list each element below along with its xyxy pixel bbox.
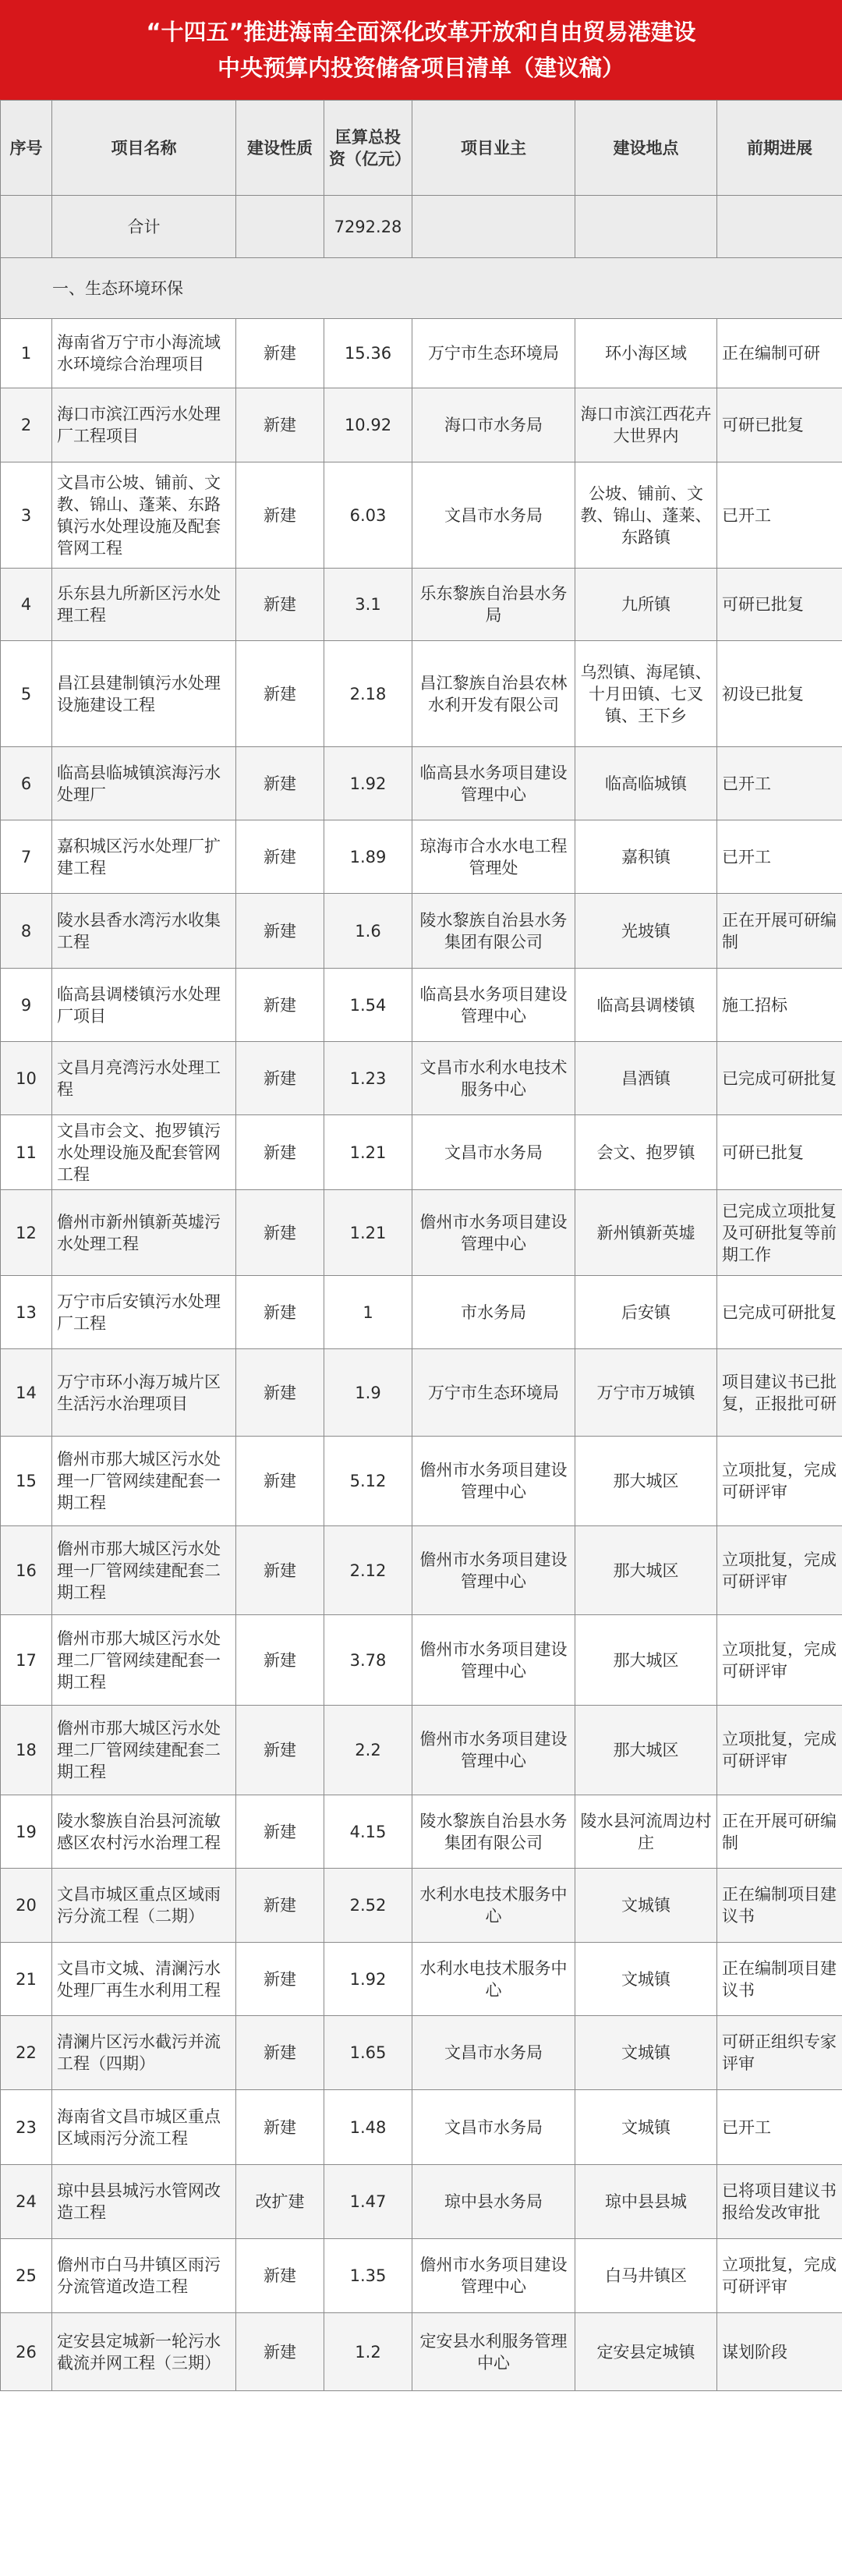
project-name: 陵水黎族自治县河流敏感区农村污水治理工程 [52,1795,236,1869]
preliminary-progress: 施工招标 [717,969,842,1042]
total-investment: 1.6 [324,894,412,969]
row-index: 12 [1,1190,52,1276]
total-investment: 3.78 [324,1615,412,1706]
preliminary-progress: 已完成可研批复 [717,1042,842,1115]
preliminary-progress: 已开工 [717,747,842,820]
construction-nature: 新建 [236,820,324,894]
preliminary-progress: 谋划阶段 [717,2313,842,2391]
total-investment: 1.48 [324,2090,412,2165]
construction-location: 临高临城镇 [575,747,717,820]
project-owner: 水利水电技术服务中心 [412,1869,575,1943]
row-index: 24 [1,2165,52,2239]
construction-nature: 新建 [236,1795,324,1869]
preliminary-progress: 立项批复，完成可研评审 [717,1615,842,1706]
row-index: 16 [1,1526,52,1615]
project-owner: 文昌市水务局 [412,1115,575,1190]
total-investment: 5.12 [324,1437,412,1526]
project-owner: 陵水黎族自治县水务集团有限公司 [412,1795,575,1869]
construction-nature: 新建 [236,1615,324,1706]
table-row [1,2090,842,2165]
preliminary-progress: 已完成可研批复 [717,1276,842,1349]
row-index: 5 [1,641,52,747]
project-owner: 儋州市水务项目建设管理中心 [412,1437,575,1526]
project-owner: 文昌市水务局 [412,2090,575,2165]
construction-location: 文城镇 [575,2090,717,2165]
row-index: 23 [1,2090,52,2165]
project-owner: 乐东黎族自治县水务局 [412,569,575,641]
project-owner: 儋州市水务项目建设管理中心 [412,1190,575,1276]
header-index: 序号 [1,101,52,196]
project-owner: 陵水黎族自治县水务集团有限公司 [412,894,575,969]
construction-nature: 新建 [236,2090,324,2165]
table-row [1,2016,842,2090]
project-name: 文昌市文城、清澜污水处理厂再生水利用工程 [52,1943,236,2016]
preliminary-progress: 正在编制项目建议书 [717,1943,842,2016]
preliminary-progress: 立项批复，完成可研评审 [717,2239,842,2313]
table-row [1,1706,842,1795]
total-location-cell [575,196,717,258]
project-name: 海南省文昌市城区重点区域雨污分流工程 [52,2090,236,2165]
table-row [1,1869,842,1943]
total-investment: 2.52 [324,1869,412,1943]
table-row [1,2239,842,2313]
project-name: 儋州市那大城区污水处理二厂管网续建配套一期工程 [52,1615,236,1706]
project-name: 文昌市会文、抱罗镇污水处理设施及配套管网工程 [52,1115,236,1190]
header-investment: 匡算总投资（亿元） [324,101,412,196]
preliminary-progress: 立项批复，完成可研评审 [717,1706,842,1795]
construction-location: 后安镇 [575,1276,717,1349]
project-owner: 临高县水务项目建设管理中心 [412,969,575,1042]
total-label: 合计 [52,196,236,258]
table-row [1,1795,842,1869]
construction-nature: 新建 [236,388,324,462]
construction-nature: 新建 [236,1706,324,1795]
total-investment: 1.23 [324,1042,412,1115]
construction-nature: 新建 [236,1115,324,1190]
preliminary-progress: 已开工 [717,2090,842,2165]
project-owner: 文昌市水利水电技术服务中心 [412,1042,575,1115]
project-table [0,100,842,2391]
row-index: 1 [1,319,52,388]
construction-nature: 新建 [236,1190,324,1276]
total-investment: 1.21 [324,1115,412,1190]
construction-nature: 改扩建 [236,2165,324,2239]
preliminary-progress: 正在开展可研编制 [717,894,842,969]
header-row [1,101,842,196]
preliminary-progress: 可研正组织专家评审 [717,2016,842,2090]
project-name: 昌江县建制镇污水处理设施建设工程 [52,641,236,747]
row-index: 13 [1,1276,52,1349]
construction-nature: 新建 [236,2016,324,2090]
total-investment: 1 [324,1276,412,1349]
total-investment: 1.47 [324,2165,412,2239]
construction-location: 会文、抱罗镇 [575,1115,717,1190]
project-name: 海南省万宁市小海流域水环境综合治理项目 [52,319,236,388]
preliminary-progress: 可研已批复 [717,388,842,462]
construction-location: 公坡、铺前、文教、锦山、蓬莱、东路镇 [575,462,717,569]
construction-location: 那大城区 [575,1437,717,1526]
project-owner: 儋州市水务项目建设管理中心 [412,1526,575,1615]
table-row [1,1526,842,1615]
construction-location: 万宁市万城镇 [575,1349,717,1437]
total-investment: 3.1 [324,569,412,641]
preliminary-progress: 可研已批复 [717,1115,842,1190]
project-owner: 文昌市水务局 [412,462,575,569]
row-index: 18 [1,1706,52,1795]
table-row [1,2313,842,2391]
document-title [0,0,842,100]
preliminary-progress: 立项批复，完成可研评审 [717,1437,842,1526]
construction-location: 环小海区域 [575,319,717,388]
row-index: 15 [1,1437,52,1526]
construction-location: 乌烈镇、海尾镇、十月田镇、七叉镇、王下乡 [575,641,717,747]
total-investment: 1.92 [324,1943,412,2016]
project-name: 海口市滨江西污水处理厂工程项目 [52,388,236,462]
construction-location: 昌洒镇 [575,1042,717,1115]
project-name: 文昌市城区重点区域雨污分流工程（二期） [52,1869,236,1943]
preliminary-progress: 初设已批复 [717,641,842,747]
header-nature: 建设性质 [236,101,324,196]
construction-location: 那大城区 [575,1526,717,1615]
row-index: 6 [1,747,52,820]
row-index: 21 [1,1943,52,2016]
project-name: 乐东县九所新区污水处理工程 [52,569,236,641]
construction-nature: 新建 [236,1042,324,1115]
total-investment: 1.92 [324,747,412,820]
project-owner: 万宁市生态环境局 [412,1349,575,1437]
project-owner: 琼海市合水水电工程管理处 [412,820,575,894]
construction-nature: 新建 [236,1943,324,2016]
construction-nature: 新建 [236,2313,324,2391]
project-owner: 琼中县水务局 [412,2165,575,2239]
project-name: 万宁市环小海万城片区生活污水治理项目 [52,1349,236,1437]
project-name: 儋州市那大城区污水处理一厂管网续建配套一期工程 [52,1437,236,1526]
header-name: 项目名称 [52,101,236,196]
construction-location: 陵水县河流周边村庄 [575,1795,717,1869]
construction-location: 嘉积镇 [575,820,717,894]
construction-nature: 新建 [236,2239,324,2313]
project-name: 琼中县县城污水管网改造工程 [52,2165,236,2239]
total-investment: 6.03 [324,462,412,569]
total-investment: 2.12 [324,1526,412,1615]
construction-nature: 新建 [236,641,324,747]
project-name: 文昌市公坡、铺前、文教、锦山、蓬莱、东路镇污水处理设施及配套管网工程 [52,462,236,569]
construction-location: 新州镇新英墟 [575,1190,717,1276]
project-name: 儋州市白马井镇区雨污分流管道改造工程 [52,2239,236,2313]
project-name: 儋州市那大城区污水处理一厂管网续建配套二期工程 [52,1526,236,1615]
construction-nature: 新建 [236,1276,324,1349]
project-name: 陵水县香水湾污水收集工程 [52,894,236,969]
project-owner: 文昌市水务局 [412,2016,575,2090]
total-progress-cell [717,196,842,258]
row-index: 14 [1,1349,52,1437]
table-row [1,569,842,641]
total-investment: 1.89 [324,820,412,894]
table-row [1,2165,842,2239]
construction-location: 九所镇 [575,569,717,641]
table-row [1,1190,842,1276]
row-index: 17 [1,1615,52,1706]
table-row [1,1115,842,1190]
table-row [1,1437,842,1526]
project-owner: 海口市水务局 [412,388,575,462]
project-name: 万宁市后安镇污水处理厂工程 [52,1276,236,1349]
construction-nature: 新建 [236,969,324,1042]
project-owner: 临高县水务项目建设管理中心 [412,747,575,820]
row-index: 22 [1,2016,52,2090]
project-name: 嘉积城区污水处理厂扩建工程 [52,820,236,894]
row-index: 4 [1,569,52,641]
project-owner: 定安县水利服务管理中心 [412,2313,575,2391]
project-name: 文昌月亮湾污水处理工程 [52,1042,236,1115]
construction-nature: 新建 [236,1869,324,1943]
section-label: 一、生态环境环保 [1,258,842,319]
construction-location: 文城镇 [575,2016,717,2090]
construction-location: 海口市滨江西花卉大世界内 [575,388,717,462]
row-index: 10 [1,1042,52,1115]
total-investment: 1.54 [324,969,412,1042]
preliminary-progress: 项目建议书已批复，正报批可研 [717,1349,842,1437]
row-index: 8 [1,894,52,969]
project-owner: 水利水电技术服务中心 [412,1943,575,2016]
construction-nature: 新建 [236,1437,324,1526]
project-name: 临高县调楼镇污水处理厂项目 [52,969,236,1042]
row-index: 9 [1,969,52,1042]
construction-location: 定安县定城镇 [575,2313,717,2391]
preliminary-progress: 已开工 [717,820,842,894]
construction-location: 文城镇 [575,1869,717,1943]
table-row [1,1276,842,1349]
total-investment: 10.92 [324,388,412,462]
preliminary-progress: 已开工 [717,462,842,569]
preliminary-progress: 立项批复，完成可研评审 [717,1526,842,1615]
row-index: 19 [1,1795,52,1869]
table-row [1,1615,842,1706]
total-row [1,196,842,258]
title-line-1: “十四五”推进海南全面深化改革开放和自由贸易港建设 [146,19,696,45]
total-value: 7292.28 [324,196,412,258]
total-owner-cell [412,196,575,258]
construction-location: 那大城区 [575,1615,717,1706]
total-index-cell [1,196,52,258]
table-row [1,747,842,820]
project-name: 定安县定城新一轮污水截流并网工程（三期） [52,2313,236,2391]
project-name: 儋州市新州镇新英墟污水处理工程 [52,1190,236,1276]
total-investment: 4.15 [324,1795,412,1869]
row-index: 20 [1,1869,52,1943]
preliminary-progress: 可研已批复 [717,569,842,641]
construction-location: 光坡镇 [575,894,717,969]
header-owner: 项目业主 [412,101,575,196]
construction-nature: 新建 [236,894,324,969]
construction-nature: 新建 [236,569,324,641]
table-row [1,820,842,894]
total-investment: 2.18 [324,641,412,747]
total-investment: 15.36 [324,319,412,388]
project-owner: 万宁市生态环境局 [412,319,575,388]
construction-nature: 新建 [236,1526,324,1615]
construction-nature: 新建 [236,1349,324,1437]
table-row [1,894,842,969]
row-index: 26 [1,2313,52,2391]
row-index: 11 [1,1115,52,1190]
table-row [1,1943,842,2016]
preliminary-progress: 已完成立项批复及可研批复等前期工作 [717,1190,842,1276]
total-investment: 1.21 [324,1190,412,1276]
construction-nature: 新建 [236,319,324,388]
header-progress: 前期进展 [717,101,842,196]
row-index: 25 [1,2239,52,2313]
table-row [1,641,842,747]
construction-nature: 新建 [236,462,324,569]
preliminary-progress: 正在编制可研 [717,319,842,388]
construction-nature: 新建 [236,747,324,820]
construction-location: 临高县调楼镇 [575,969,717,1042]
preliminary-progress: 正在编制项目建议书 [717,1869,842,1943]
table-row [1,1042,842,1115]
table-row [1,319,842,388]
project-owner: 儋州市水务项目建设管理中心 [412,2239,575,2313]
project-owner: 市水务局 [412,1276,575,1349]
title-line-2: 中央预算内投资储备项目清单（建议稿） [217,55,624,81]
total-investment: 1.35 [324,2239,412,2313]
project-name: 临高县临城镇滨海污水处理厂 [52,747,236,820]
construction-location: 琼中县县城 [575,2165,717,2239]
total-nature-cell [236,196,324,258]
preliminary-progress: 正在开展可研编制 [717,1795,842,1869]
row-index: 3 [1,462,52,569]
table-row [1,388,842,462]
table-row [1,969,842,1042]
row-index: 2 [1,388,52,462]
section-row [1,258,842,319]
construction-location: 文城镇 [575,1943,717,2016]
project-name: 儋州市那大城区污水处理二厂管网续建配套二期工程 [52,1706,236,1795]
project-owner: 儋州市水务项目建设管理中心 [412,1706,575,1795]
project-owner: 昌江黎族自治县农林水利开发有限公司 [412,641,575,747]
construction-location: 白马井镇区 [575,2239,717,2313]
header-location: 建设地点 [575,101,717,196]
project-name: 清澜片区污水截污并流工程（四期） [52,2016,236,2090]
row-index: 7 [1,820,52,894]
table-row [1,462,842,569]
project-owner: 儋州市水务项目建设管理中心 [412,1615,575,1706]
total-investment: 2.2 [324,1706,412,1795]
construction-location: 那大城区 [575,1706,717,1795]
preliminary-progress: 已将项目建议书报给发改审批 [717,2165,842,2239]
total-investment: 1.9 [324,1349,412,1437]
total-investment: 1.2 [324,2313,412,2391]
table-row [1,1349,842,1437]
total-investment: 1.65 [324,2016,412,2090]
